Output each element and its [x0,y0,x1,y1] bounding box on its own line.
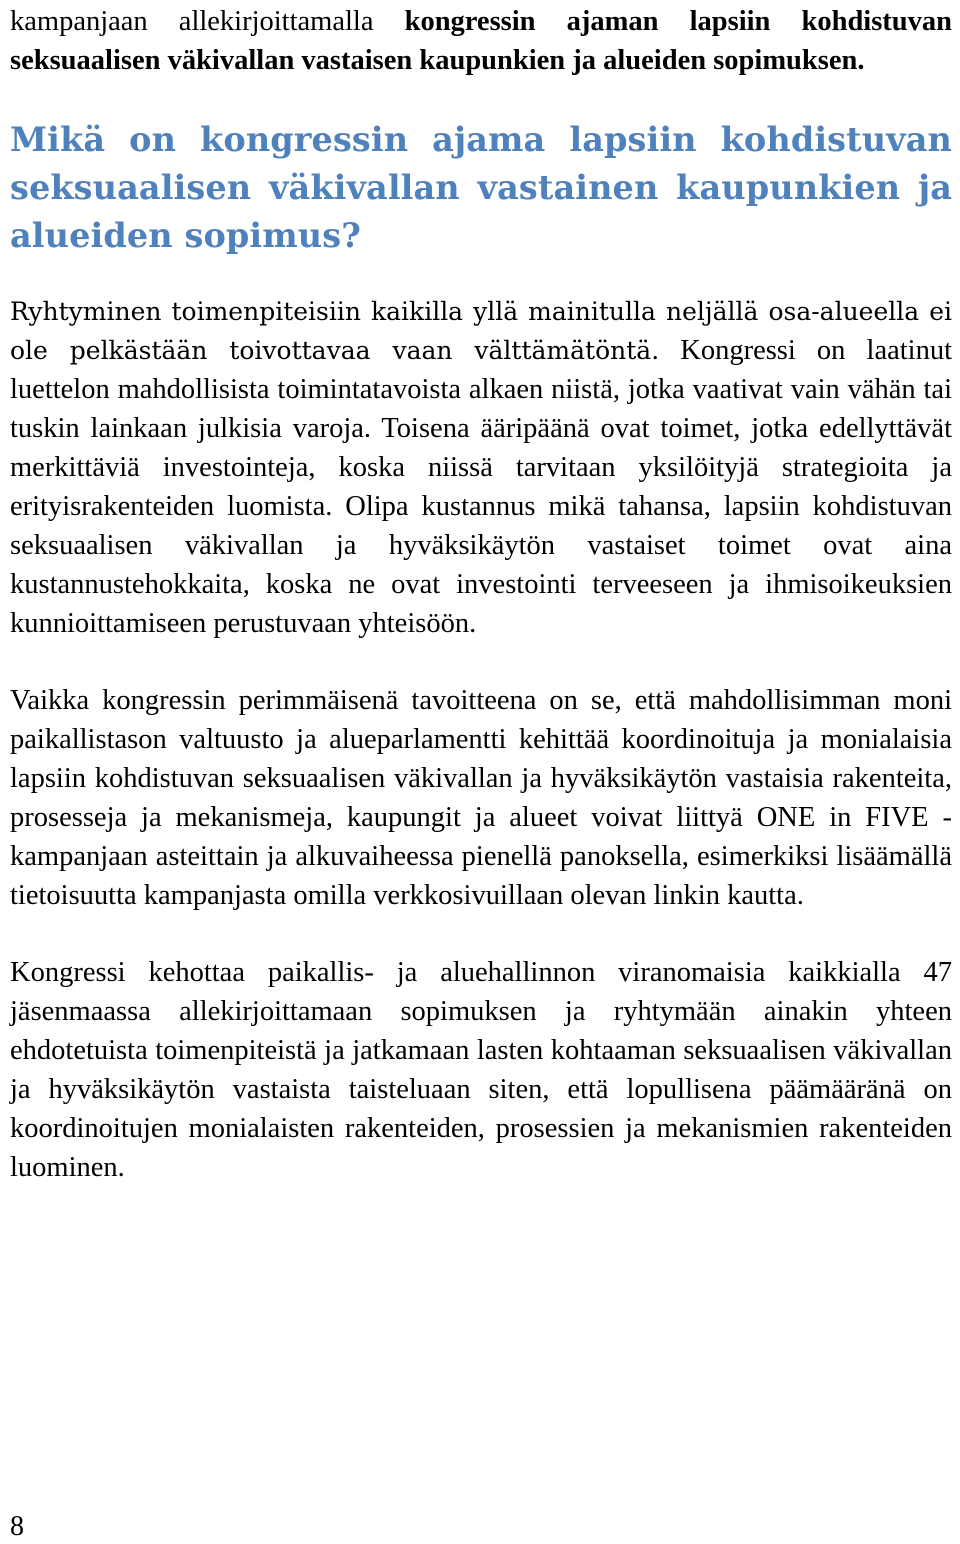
paragraph-1-sans-text: Ryhtyminen toimenpiteisiin kaikilla yllä mainitulla neljällä osa-alueella ei ole pelkästään toivottavaa vaan välttämätöntä. [10,297,952,365]
lead-paragraph [10,0,952,80]
paragraph-1 [10,292,952,643]
section-heading: Mikä on kongressin ajama lapsiin kohdistuvan seksuaalisen väkivallan vastainen kaupunkien ja alueiden sopimus? [10,120,952,255]
lead-bold-text: kongressin ajaman lapsiin kohdistuvan seksuaalisen väkivallan vastaisen kaupunkien ja alueiden sopimuksen. [10,6,952,76]
page-number: 8 [10,1511,24,1542]
paragraph-2: Vaikka kongressin perimmäisenä tavoitteena on se, että mahdollisimman moni paikallistason valtuusto ja alueparlamentti kehittää koordinoituja ja monialaisia lapsiin kohdistuvan seksuaalisen väkivallan ja hyväksikäytön vastaisia rakenteita, prosesseja ja mekanismeja, kaupungit ja alueet voivat liittyä ONE in FIVE -kampanjaan asteittain ja alkuvaiheessa pienellä panoksella, esimerkiksi lisäämällä tietoisuutta kampanjasta omilla verkkosivuillaan olevan linkin kautta. [10,685,952,911]
paragraph-1-serif-text: Kongressi on laatinut luettelon mahdollisista toimintatavoista alkaen niistä, jotka vaativat vain vähän tai tuskin lainkaan julkisia varoja. Toisena ääripäänä ovat toimet, jotka edellyttävät merkittäviä investointeja, koska niissä tarvitaan yksilöityjä strategioita ja erityisrakenteiden luomista. Olipa kustannus mikä tahansa, lapsiin kohdistuvan seksuaalisen väkivallan ja hyväksikäytön vastaiset toimet ovat aina kustannustehokkaita, koska ne ovat investointi terveeseen ja ihmisoikeuksien kunnioittamiseen perustuvaan yhteisöön. [10,335,952,639]
paragraph-3: Kongressi kehottaa paikallis- ja aluehallinnon viranomaisia kaikkialla 47 jäsenmaassa allekirjoittamaan sopimuksen ja ryhtymään ainakin yhteen ehdotetuista toimenpiteistä ja jatkamaan lasten kohtaaman seksuaalisen väkivallan ja hyväksikäytön vastaista taisteluaan siten, että lopullisena päämääränä on koordinoitujen monialaisten rakenteiden, prosessien ja mekanismien rakenteiden luominen. [10,957,952,1183]
lead-intro-text: kampanjaan allekirjoittamalla [10,6,405,37]
